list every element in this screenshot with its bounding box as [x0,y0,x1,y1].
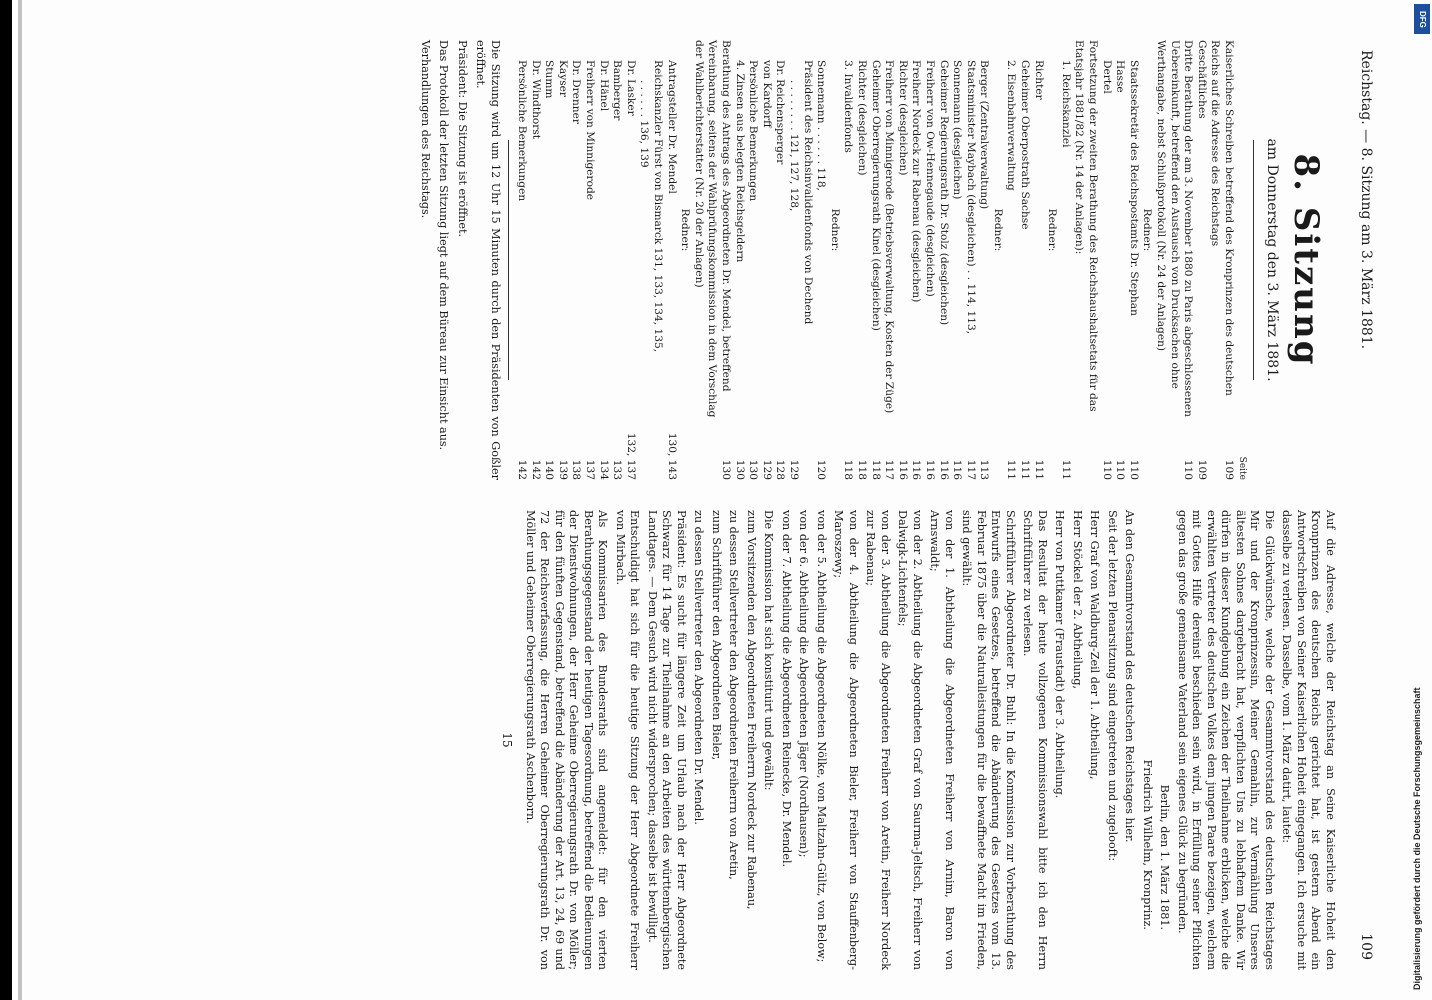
toc-entry-page: 110 [1114,459,1127,480]
toc-entry-page: 118 [842,459,855,480]
toc-page-label: Seite [1237,456,1247,480]
toc-entry-text: Dr. Lasker [624,60,637,116]
toc-entry [1058,40,1072,480]
toc-entry-page: 109 [1195,459,1208,480]
toc-entry-text: Redner: [1141,208,1154,252]
body-paragraph: Seit der letzten Plenarsitzung sind eingetreten und zugelooft: [1106,510,1119,862]
toc-entry-page [827,420,841,480]
toc-entry [1018,40,1032,480]
body-paragraph: Schriftführer Abgeordneter Dr. Buhl: In die Kommission zur Vorberathung des Entwurfs eines Gesetzes, betreffend die Abänderung des Gesetzes vom 13. Februar 1875 über die Naturalleistungen für die bewaffnete Macht im Frieden, sind gewählt: [960,510,1017,970]
toc-entry-page: 129 [760,459,773,480]
toc-entry-text: Geheimer Oberpostrath Sachse [1019,60,1032,230]
toc-entry-page: 139 [556,459,569,480]
toc-entry-text: Berger (Zentralverwaltung) [978,60,991,210]
signature-mark: 15 [500,732,515,748]
toc-entry-text: von Kardorff [760,60,773,128]
toc-entry [623,40,637,480]
toc-entry-text: Richter [1032,60,1045,100]
toc-entry-page: 111 [1005,459,1018,480]
divider [508,140,509,380]
toc-entry-text: Bamberger [611,60,624,121]
toc-entry-page: 140 [543,459,556,480]
session-title: 8. Sitzung [1286,153,1326,367]
toc-entry-page: 111 [1019,459,1032,480]
rotated-page-content [30,40,1380,980]
table-of-contents [515,40,1235,480]
toc-entry [610,40,624,480]
body-paragraph: Herr Graf von Waldburg-Zeil der 1. Abtheilung, [1088,510,1102,780]
body-paragraph: von der 7. Abtheilung die Abgeordneten Reinecke, Dr. Mendel. [780,510,793,868]
toc-entry [691,40,732,480]
toc-entry-text: Fortsetzung der zweiten Berathung des Reichshaushaltsetats für das Etatsjahr 1881/82 (Nr. 14 der Anlagen): [1073,40,1100,412]
toc-entry [528,40,542,480]
toc-entry-text: Geschäftliches [1195,40,1208,119]
toc-entry [542,40,556,480]
toc-entry [1045,40,1059,480]
toc-entry-text: Staatssekretär des Reichspostamts Dr. Stephan [1127,60,1140,316]
body-paragraph: zum Vorsitzenden den Abgeordneten Freiherrn Nordeck zur Rabenau, [745,510,758,910]
toc-entry [732,40,746,480]
toc-entry-text: Persönliche Bemerkungen [516,60,529,202]
toc-entry [664,40,678,480]
toc-entry [963,40,977,480]
toc-entry-text: Redner: [1046,208,1059,252]
body-paragraph: Auf die Adresse, welche der Reichstag an Seine Kaiserliche Hoheit den Kronprinzen des deutschen Reichs gerichtet hat, ist gestern Abend ein Antwortschreiben von Seiner Kaiserlichen Hoheit eingegangen. Ich ersuche mit dasselbe zu verlesen. Dasselbe, vom 1. März datirt, lautet: [1280,510,1337,970]
toc-entry-text: 3. Invalidenfonds [842,60,855,153]
toc-entry-text: Kayser [556,60,569,97]
toc-entry-page: 130 [720,459,733,480]
body-paragraph: von der 1. Abtheilung die Abgeordneten Freiherr von Arnim, Baron von Arnswaldt; [928,510,956,970]
dfg-credit: Digitalisierung gefördert durch die Deutsche Forschungsgemeinschaft [1412,687,1422,990]
toc-entry [773,40,787,480]
toc-entry-page: 120 [815,459,828,480]
toc-entry-text: Richter (desgleichen) [855,60,868,176]
running-header-title: Reichstag. — 8. Sitzung am 3. März 1881. [1358,50,1374,350]
toc-entry [1208,40,1235,480]
toc-entry [583,40,597,480]
toc-entry-page: 116 [910,459,923,480]
toc-entry-page: 128 [774,459,787,480]
toc-entry-text: Hasse [1114,60,1127,93]
toc-entry-text: Freiherr von Minnigerode [584,60,597,201]
body-paragraph: Friedrich Wilhelm, Kronprinz. [1141,759,1154,930]
body-paragraph: Herr Stöckel der 2. Abtheilung, [1071,510,1084,690]
toc-entry-page [1072,420,1099,480]
toc-entry-text: Richter (desgleichen) [896,60,909,176]
body-paragraph: zu dessen Stellvertreter den Abgeordneten Freiherrn von Aretin, [727,510,741,880]
toc-entry [569,40,583,480]
toc-entry-page: 116 [923,459,936,480]
dfg-logo: DFG [1414,4,1430,34]
body-paragraph: Berlin, den 1. März 1881. [1158,784,1172,930]
toc-entry-text: Geheimer Regierungsrath Dr. Stolz (desgleichen) [937,60,950,326]
left-column [417,40,1340,480]
toc-entry-page: 110 [1100,459,1113,480]
toc-entry-page: 116 [896,459,909,480]
toc-entry-text: Freiherr von Ow-Hennegaude (desgleichen) [923,60,936,297]
toc-entry-page: 118 [869,459,882,480]
toc-entry-page: 116 [937,459,950,480]
scan-border [0,0,12,1000]
body-paragraph: Die Glückwünsche, welche der Gesammtvorstand des deutschen Reichstages Mir und der Kronprinzessin, Meiner Gemahlin, zur Vermählung Unseres ältesten Sohnes dargebracht hat, verpflichten Uns zu lebhaftem Danke. Wir dürfen in dieser Kundgebung ein Zeichen der Theilnahme erblicken, welche die erwählten Vertreter des deutschen Volkes dem jungen Paare bezeigen, welchem mit Gottes Hilfe dereinst beschieden sein wird, in Erfüllung seiner Pflichten gegen das große gemeinsame Vaterland sein eigenes Glück zu begründen. [1176,510,1276,970]
toc-entry-page: 110 [1182,459,1195,480]
running-header [1350,40,1380,980]
toc-entry-page: 111 [1032,459,1045,480]
body-paragraph: Entschuldigt hat sich für die heutige Sitzung der Herr Abgeordnete Freiherr von Mirbach. [614,510,642,970]
toc-entry [936,40,950,480]
toc-entry-page: 130 [747,459,760,480]
body-paragraph: Herr von Puttkamer (Fraustadt) der 3. Abtheilung. [1053,510,1067,799]
binding-shadow [18,0,22,1000]
toc-entry-page: 117 [883,459,896,480]
toc-entry-text: . . . . . . . . 121, 127, 128, [788,80,800,212]
toc-entry [854,40,868,480]
toc-entry [950,40,964,480]
toc-entry-text: Dr. Drenner [570,60,583,124]
toc-entry-text: Dertel [1100,60,1113,94]
toc-entry-text: Redner: [991,208,1004,252]
toc-entry-text: Freiherr von Minnigerode (Betriebsverwaltung, Kosten der Züge) [883,60,896,414]
body-paragraph: Als Kommissarien des Bundesraths sind angemeldet: für den vierten Berathungsgegenstand der heutigen Tagesordnung, betreffend die Bedienungen der Dienstwohnungen, der Herr Geheime Oberregierungsrath Dr. von Möller; für den fünften Gegenstand, betreffend die Abänderung der Art. 13, 24, 69 und 72 der Reichsverfassung, die Herren Geheimer Oberregierungsrath Dr. von Möller und Geheimer Oberregierungsrath Aschenborn. [524,510,610,970]
toc-entry-page [1045,420,1059,480]
toc-entry-page: 142 [529,459,542,480]
toc-entry-text: Kaiserliches Schreiben betreffend des Kronprinzen des deutschen Reichs auf die Adresse des Reichstags [1209,40,1235,396]
toc-entry-text: Dr. Reichensperger [774,60,787,165]
toc-entry-page [637,420,651,480]
opening-paragraph: Die Sitzung wird um 12 Uhr 15 Minuten durch den Präsidenten von Goßler eröffnet. [474,40,502,480]
toc-entry-page: 118 [855,459,868,480]
toc-entry [827,40,841,480]
right-column [501,510,1341,970]
toc-entry [596,40,610,480]
body-paragraph: von der 5. Abtheilung die Abgeordneten Nölke, von Maltzahn-Gültz, von Below; [815,510,828,963]
toc-entry-page [678,420,692,480]
opening-paragraph: Präsident: Die Sitzung ist eröffnet. [455,40,469,238]
toc-entry [1126,40,1140,480]
toc-entry-text: Dr. Hänel [597,60,610,112]
session-date: am Donnerstag den 3. März 1881. [1264,138,1280,382]
toc-entry-page: 113 [978,459,991,480]
toc-entry-text: Geheimer Oberregierungsrath Kinel (desgleichen) [869,60,882,331]
toc-entry-text: Antragsteller Dr. Mendel [665,60,678,194]
toc-entry-text: Freiherr Nordeck zur Rabenau (desgleichen) [910,60,923,303]
toc-entry [990,40,1004,480]
toc-entry-page: 133 [611,459,624,480]
toc-entry [868,40,882,480]
toc-entry [555,40,569,480]
toc-entry-text: Persönliche Bemerkungen [747,60,760,202]
toc-entry [882,40,896,480]
toc-entry-text: 2. Eisenbahnverwaltung [1005,60,1018,191]
body-paragraph: von der 6. Abtheilung die Abgeordneten Jäger (Nordhausen); [797,510,811,858]
toc-entry-page: 137 [584,459,597,480]
toc-entry-page: 110 [1127,459,1140,480]
toc-entry-page: 132, 137 [624,432,637,480]
toc-entry-text: Stumm [543,60,556,99]
body-paragraph: Präsident: Es sucht für längere Zeit um Urlaub nach der Herr Abgeordnete Schwarz für 14 Tage zur Theilnahme an den Arbeiten des württembergischen Landtages. — Dem Gesuch wird nicht widersprochen; dasselbe ist bewilligt. [646,510,688,970]
toc-entry-page [990,420,1004,480]
toc-entry [650,40,664,480]
toc-entry [1031,40,1045,480]
toc-entry [1194,40,1208,480]
toc-entry [841,40,855,480]
toc-entry [814,40,828,480]
body-paragraph: An den Gesammtvorstand des deutschen Reichstages hier. [1123,510,1137,843]
page-number: 109 [1358,933,1374,960]
body-paragraph: Die Kommission hat sich konstituirt und gewählt: [762,510,776,791]
toc-entry-page [800,420,814,480]
toc-entry-text: 4. Zinsen aus belegten Reichsgeldern [733,60,746,263]
body-paragraph: von der 3. Abtheilung die Abgeordneten Freiherr von Aretin, Freiherr Nordeck zur Rabenau; [864,510,892,970]
toc-entry-page: 116 [951,459,964,480]
toc-entry-page: 130 [733,459,746,480]
toc-entry-text: . . . . . . 136, 139 [638,80,651,168]
toc-entry [922,40,936,480]
toc-entry [1140,40,1154,480]
toc-entry-text: Redner: [828,208,841,252]
body-paragraph: zum Schriftführer den Abgeordneten Bieler, [710,510,723,761]
toc-entry-text: Dr. Windthorst [529,60,542,140]
toc-entry-page: 142 [516,459,529,480]
toc-entry [977,40,991,480]
toc-entry [786,40,800,480]
toc-entry-text: Dritte Berathung der am 3. November 1880 zu Paris abgeschlossenen Uebereinkunft, betreffend den Austausch von Drucksachen ohne Werthangabe, nebst Schlußprotokoll (Nr. 24 der Anlagen) [1155,40,1195,418]
toc-entry-text: Reichskanzler Fürst von Bismarck 131, 133, 134, 135, [652,60,665,353]
divider [1253,140,1254,380]
opening-text [417,40,502,480]
toc-entry [1113,40,1127,480]
toc-entry [637,40,651,480]
toc-entry-page: 134 [597,459,610,480]
toc-entry-page [650,420,664,480]
toc-entry [895,40,909,480]
toc-entry [909,40,923,480]
toc-entry [1153,40,1194,480]
toc-entry [1099,40,1113,480]
toc-entry-text: Präsident des Reichsinvalidenfonds von Dechend [801,60,814,325]
opening-paragraph: Das Protokoll der letzten Sitzung liegt auf dem Büreau zur Einsicht aus. [437,40,451,451]
toc-entry-page: 129 [788,459,800,480]
toc-entry-text: Berathung des Antrags des Abgeordneten Dr. Mendel, betreffend Vereinbarung, seitens der Wahlprüfungskommission in dem Vorschlag der Wahlberichterstatter (Nr. 20 der Anlagen) [692,40,733,418]
body-paragraph: zu dessen Stellvertreter den Abgeordneten Dr. Mendel. [692,510,706,825]
toc-entry [678,40,692,480]
body-paragraph: von der 2. Abtheilung die Abgeordneten Graf von Saurma-Jeltsch, Freiherr von Dalwigk-Lichtenfels; [896,510,924,970]
toc-entry-text: Redner: [679,208,692,252]
toc-entry-text: Staatsminister Maybach (desgleichen) . . 114, 113, [964,60,977,335]
toc-entry [800,40,814,480]
toc-entry [1072,40,1099,480]
toc-entry [746,40,760,480]
toc-entry-page: 109 [1223,459,1235,480]
body-paragraph: Das Resultat der heute vollzogenen Kommissionswahl bitte ich den Herrn Schriftführer zu verlesen. [1021,510,1049,970]
toc-entry-text: 1. Reichskanzlei [1059,60,1072,148]
toc-entry-page: 130, 143 [665,432,678,480]
toc-entry [759,40,773,480]
opening-paragraph: Verhandlungen des Reichstags. [418,40,432,219]
toc-entry-text: Sonnemann (desgleichen) [951,60,964,200]
toc-entry-page: 111 [1059,459,1072,480]
toc-entry [1004,40,1018,480]
toc-entry-page: 138 [570,459,583,480]
toc-entry-page: 117 [964,459,977,480]
body-paragraph: von der 4. Abtheilung die Abgeordneten Bieler, Freiherr von Stauffenberg-Maroszewy; [832,510,860,970]
toc-entry-text: Sonnemann . . . . . . 118, [815,60,828,191]
toc-entry [515,40,529,480]
toc-entry-page [1140,420,1154,480]
